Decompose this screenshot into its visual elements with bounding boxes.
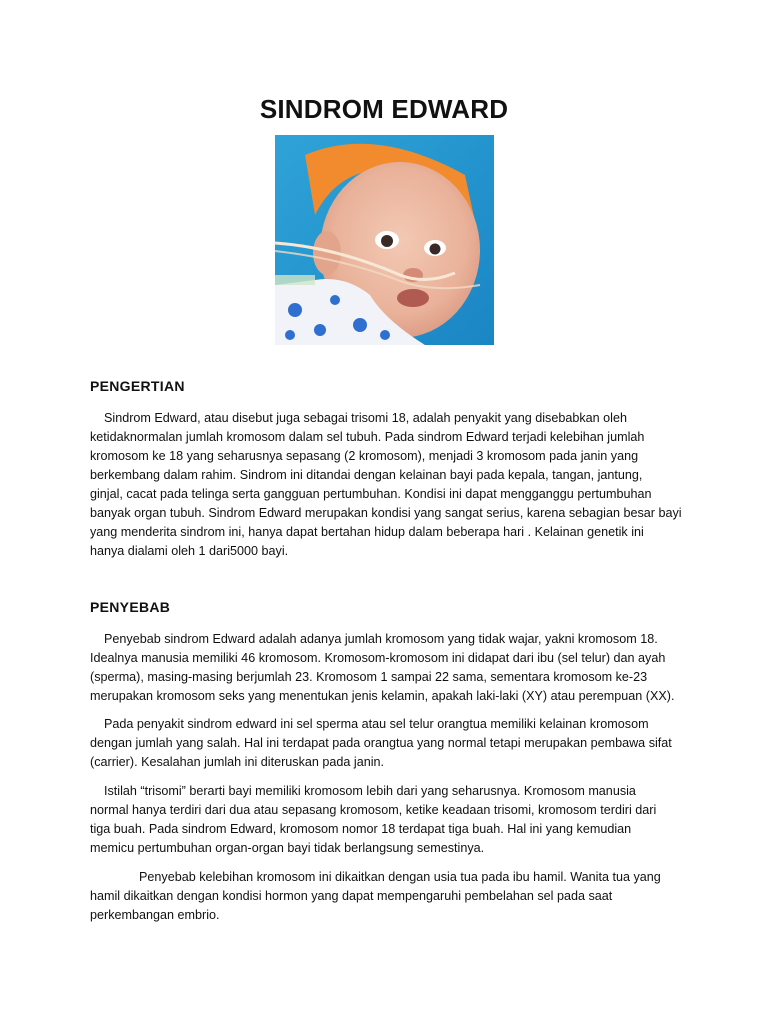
text-line: Istilah “trisomi” berarti bayi memiliki kromosom lebih dari yang seharusnya. Kromosom manusia [90, 784, 636, 798]
paragraph-penyebab-1 [90, 630, 690, 706]
text-line: (sperma), masing-masing berjumlah 23. Kromosom 1 sampai 22 sama, sementara kromosom ke-23 [90, 670, 648, 684]
text-line: banyak organ tubuh. Sindrom Edward merupakan kondisi yang sangat serius, karena sebagian besar bayi [90, 506, 682, 520]
text-line: normal hanya terdiri dari dua atau sepasang kromosom, ketike keadaan trisomi, kromosom terdiri dari [90, 803, 657, 817]
text-line: ketidaknormalan jumlah kromosom dalam sel tubuh. Pada sindrom Edward terjadi kelebihan jumlah [90, 430, 645, 444]
text-line: kromosom ke 18 yang seharusnya sepasang (2 kromosom), menjadi 3 kromosom pada janin yang [90, 449, 639, 463]
paragraph-pengertian [90, 409, 690, 561]
section-heading-pengertian: PENGERTIAN [90, 378, 185, 394]
text-line: Sindrom Edward, atau disebut juga sebagai trisomi 18, adalah penyakit yang disebabkan oleh [90, 411, 627, 425]
text-line: hanya dialami oleh 1 dari5000 bayi. [90, 544, 289, 558]
section-heading-penyebab: PENYEBAB [90, 599, 171, 615]
paragraph-penyebab-2 [90, 715, 690, 772]
paragraph-penyebab-4 [90, 868, 690, 925]
text-line: Penyebab sindrom Edward adalah adanya jumlah kromosom yang tidak wajar, yakni kromosom 18. [90, 632, 658, 646]
text-line: memicu pertumbuhan organ-organ bayi tidak berlangsung semestinya. [90, 841, 485, 855]
text-line: (carrier). Kesalahan jumlah ini diteruskan pada janin. [90, 755, 385, 769]
text-line: hamil dikaitkan dengan kondisi hormon yang dapat mempengaruhi pembelahan sel pada saat [90, 889, 613, 903]
text-line: dengan jumlah yang salah. Hal ini terdapat pada orangtua yang normal tetapi merupakan pembawa sifat [90, 736, 672, 750]
text-line: berkembang dalam rahim. Sindrom ini ditandai dengan kelainan bayi pada kepala, tangan, jantung, [90, 468, 643, 482]
text-line: Pada penyakit sindrom edward ini sel sperma atau sel telur orangtua memiliki kelainan kromosom [90, 717, 649, 731]
paragraph-penyebab-3 [90, 782, 690, 858]
text-line: yang menderita sindrom ini, hanya dapat bertahan hidup dalam beberapa hari . Kelainan genetik ini [90, 525, 644, 539]
text-line: tiga buah. Pada sindrom Edward, kromosom nomor 18 terdapat tiga buah. Hal ini yang kemudian [90, 822, 632, 836]
page-title: SINDROM EDWARD [259, 94, 509, 124]
infant-photo [275, 135, 494, 345]
text-line: Penyebab kelebihan kromosom ini dikaitkan dengan usia tua pada ibu hamil. Wanita tua yang [90, 870, 661, 884]
text-line: perkembangan embrio. [90, 908, 220, 922]
text-line: Idealnya manusia memiliki 46 kromosom. Kromosom-kromosom ini didapat dari ibu (sel telur) dan ayah [90, 651, 666, 665]
text-line: merupakan kromosom seks yang menentukan jenis kelamin, apakah laki-laki (XY) atau perempuan (XX). [90, 689, 675, 703]
text-line: ginjal, cacat pada telinga serta gangguan pertumbuhan. Kondisi ini dapat mengganggu pertumbuhan [90, 487, 652, 501]
